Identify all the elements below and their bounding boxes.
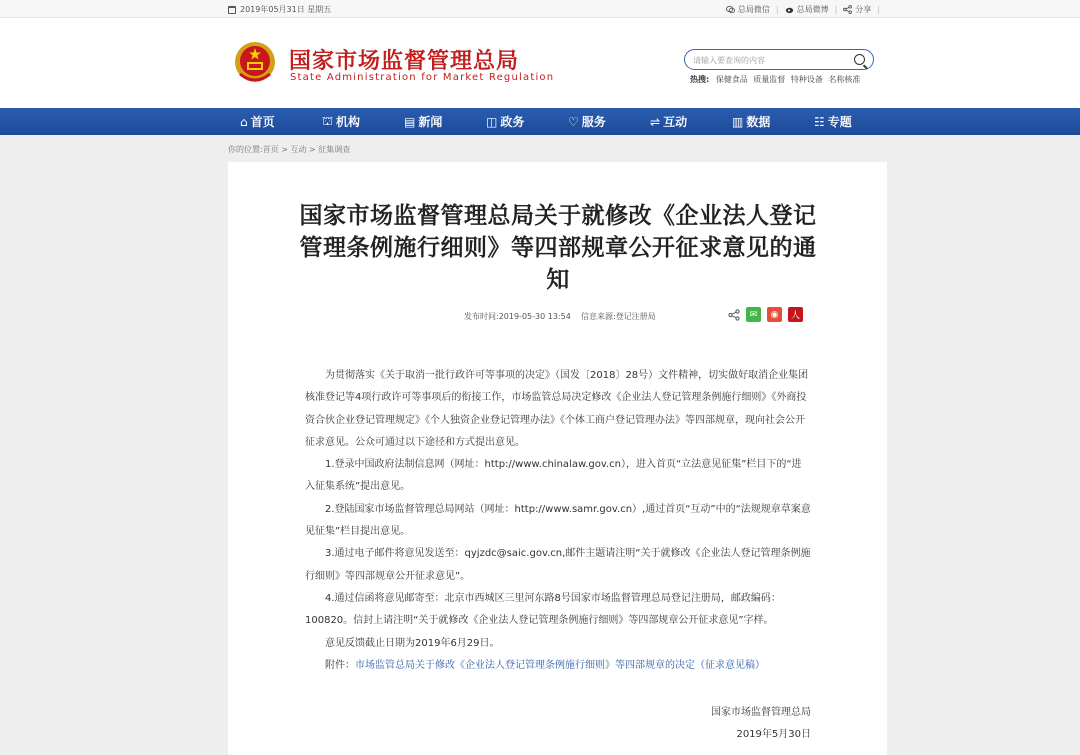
nav-item-services[interactable]: ♡ 服务 <box>568 114 606 129</box>
divider: | <box>877 5 880 14</box>
nav-item-org[interactable]: ⛫ 机构 <box>322 113 361 129</box>
chart-icon: ▥ <box>732 114 744 129</box>
signature-org: 国家市场监督管理总局 <box>711 707 811 718</box>
date-display <box>228 4 331 15</box>
wechat-link[interactable]: 总局微信 <box>726 4 770 15</box>
weibo-icon <box>785 5 794 14</box>
attachment-line <box>305 655 811 677</box>
main-nav <box>0 108 1080 135</box>
nav-item-interact[interactable]: ⇌ 互动 <box>650 114 688 129</box>
signature <box>711 702 811 746</box>
hot-word[interactable]: 特种设备 <box>790 75 823 84</box>
search-input[interactable]: 请输入要查询的内容 <box>693 56 765 65</box>
nav-item-data[interactable]: ▥ 数据 <box>732 114 771 129</box>
site-logo-title[interactable]: 国家市场监督管理总局 <box>289 49 520 74</box>
search-icon[interactable] <box>854 54 865 65</box>
nav-item-home[interactable]: ⌂ 首页 <box>240 114 275 129</box>
exchange-icon: ⇌ <box>650 114 661 129</box>
nav-item-news[interactable]: ▤ 新闻 <box>404 114 443 129</box>
signature-date: 2019年5月30日 <box>736 729 811 740</box>
article-paragraph: 4.通过信函将意见邮寄至：北京市西城区三里河东路8号国家市场监督管理总局登记注册局，邮政编码：100820。信封上请注明“关于就修改《企业法人登记管理条例施行细则》等四部规章公开征求意见”字样。 <box>305 592 781 627</box>
list-icon: ☷ <box>814 114 825 129</box>
share-buttons <box>728 307 803 322</box>
share-link[interactable]: 分享 <box>843 4 871 15</box>
top-links <box>726 4 880 15</box>
hot-word[interactable]: 保健食品 <box>715 75 748 84</box>
hot-word[interactable]: 名称核准 <box>828 75 861 84</box>
attachment-label: 附件： <box>325 659 355 671</box>
article-meta <box>464 311 656 322</box>
wechat-icon <box>726 5 735 14</box>
divider: | <box>775 5 779 14</box>
divider: | <box>834 5 838 14</box>
hot-search <box>690 74 863 85</box>
nav-item-affairs[interactable]: ◫ 政务 <box>486 114 525 129</box>
article-paragraph: 3.通过电子邮件将意见发送至：qyjzdc@saic.gov.cn,邮件主题请注明“关于就修改《企业法人登记管理条例施行细则》等四部规章公开征求意见”。 <box>305 548 811 582</box>
site-header <box>0 18 1080 108</box>
wechat-share-icon[interactable]: ✉ <box>746 307 761 322</box>
weibo-share-icon[interactable]: ◉ <box>767 307 782 322</box>
date-text: 2019年05月31日 星期五 <box>240 5 332 14</box>
share-icon <box>843 5 852 14</box>
article-card <box>228 162 887 755</box>
article-paragraph: 1.登录中国政府法制信息网（网址：http://www.chinalaw.gov.cn），进入首页“立法意见征集”栏目下的“进入征集系统”提出意见。 <box>305 459 802 493</box>
publish-time: 发布时间:2019-05-30 13:54 <box>464 312 571 321</box>
article-body <box>305 365 811 677</box>
search-box[interactable] <box>684 49 874 70</box>
share-icon[interactable] <box>728 309 740 321</box>
article-paragraph: 为贯彻落实《关于取消一批行政许可等事项的决定》（国发〔2018〕28号）文件精神，切实做好取消企业集团核准登记等4项行政许可等事项后的衔接工作，市场监管总局决定修改《企业法人登记管理条例施行细则》《外商投资合伙企业登记管理规定》《个人独资企业登记管理办法》《个体工商户登记管理办法》等四部规章，现向社会公开征求意见。公众可通过以下途径和方式提出意见。 <box>305 370 809 448</box>
site-logo-subtitle: State Administration for Market Regulation <box>290 72 555 83</box>
article-title: 国家市场监督管理总局关于就修改《企业法人登记管理条例施行细则》等四部规章公开征求意见的通知 <box>299 203 817 293</box>
book-icon: ◫ <box>486 114 498 129</box>
info-source: 信息来源:登记注册局 <box>580 312 656 321</box>
heart-icon: ♡ <box>568 114 579 129</box>
weibo-link[interactable]: 总局微博 <box>785 4 829 15</box>
national-emblem-icon[interactable] <box>232 40 278 86</box>
attachment-link[interactable]: 市场监管总局关于修改《企业法人登记管理条例施行细则》等四部规章的决定（征求意见稿） <box>355 659 765 671</box>
home-icon: ⌂ <box>240 114 248 129</box>
building-icon: ⛫ <box>322 113 334 128</box>
nav-item-topics[interactable]: ☷ 专题 <box>814 114 852 129</box>
people-share-icon[interactable]: 人 <box>788 307 803 322</box>
hot-search-label: 热搜: <box>690 75 710 84</box>
news-icon: ▤ <box>404 114 416 129</box>
article-paragraph: 2.登陆国家市场监督管理总局网站（网址：http://www.samr.gov.cn）,通过首页“互动”中的“法规规章草案意见征集”栏目提出意见。 <box>305 503 811 538</box>
breadcrumb[interactable]: 你的位置:首页 > 互动 > 征集调查 <box>228 145 351 154</box>
article-paragraph: 意见反馈截止日期为2019年6月29日。 <box>325 637 500 649</box>
calendar-icon <box>228 6 236 14</box>
top-info-bar <box>0 0 1080 18</box>
hot-word[interactable]: 质量监督 <box>753 75 786 84</box>
